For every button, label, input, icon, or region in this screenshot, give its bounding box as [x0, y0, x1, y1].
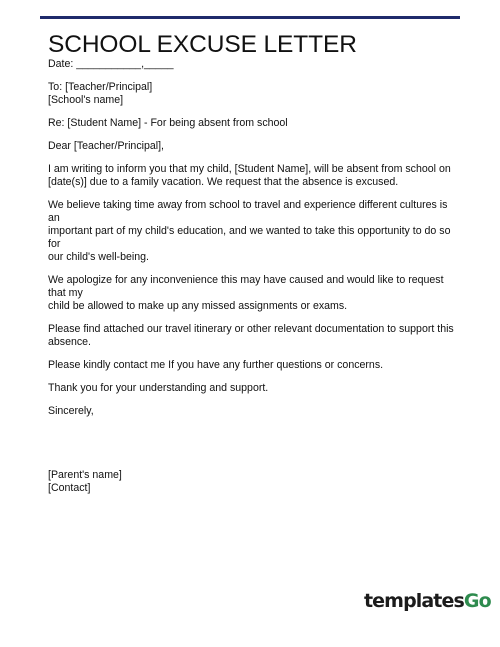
logo-text-go: Go — [463, 590, 491, 612]
paragraph-line: absence. — [48, 336, 91, 348]
paragraph-line: Thank you for your understanding and support. — [48, 382, 269, 394]
paragraph — [48, 163, 460, 189]
paragraph-line: Please kindly contact me If you have any further questions or concerns. — [48, 359, 384, 371]
paragraph — [48, 359, 460, 372]
paragraph — [48, 323, 460, 349]
paragraph — [48, 199, 460, 264]
letter-body — [48, 58, 460, 495]
paragraph-line: our child's well-being. — [48, 251, 149, 263]
signature-line: [Parent's name] — [48, 469, 122, 481]
closing: Sincerely, — [48, 405, 94, 417]
paragraph-line: I am writing to inform you that my child, [Student Name], will be absent from school on — [48, 163, 451, 175]
signature-block — [48, 469, 460, 495]
paragraph-line: important part of my child's education, and we wanted to take this opportunity to do so for — [48, 225, 451, 250]
paragraph-line: We believe taking time away from school to travel and experience different cultures is an — [48, 199, 448, 224]
paragraph-line: We apologize for any inconvenience this may have caused and would like to request that my — [48, 274, 444, 299]
signature-line: [Contact] — [48, 482, 91, 494]
paragraph-line: [date(s)] due to a family vacation. We request that the absence is excused. — [48, 176, 399, 188]
salutation: Dear [Teacher/Principal], — [48, 140, 164, 152]
templatesgo-logo — [364, 589, 491, 613]
recipient-line: To: [Teacher/Principal] — [48, 81, 153, 93]
recipient-line: [School's name] — [48, 94, 124, 106]
paragraph — [48, 382, 460, 395]
recipient-block — [48, 81, 460, 107]
top-divider — [40, 16, 460, 19]
paragraph-line: child be allowed to make up any missed assignments or exams. — [48, 300, 348, 312]
paragraph-line: Please find attached our travel itinerary or other relevant documentation to support this — [48, 323, 454, 335]
date-line: Date: ___________,_____ — [48, 58, 174, 70]
page-title: SCHOOL EXCUSE LETTER — [48, 31, 357, 58]
subject-line: Re: [Student Name] - For being absent from school — [48, 117, 288, 129]
logo-text-templates: templates — [364, 590, 464, 612]
paragraph — [48, 274, 460, 313]
